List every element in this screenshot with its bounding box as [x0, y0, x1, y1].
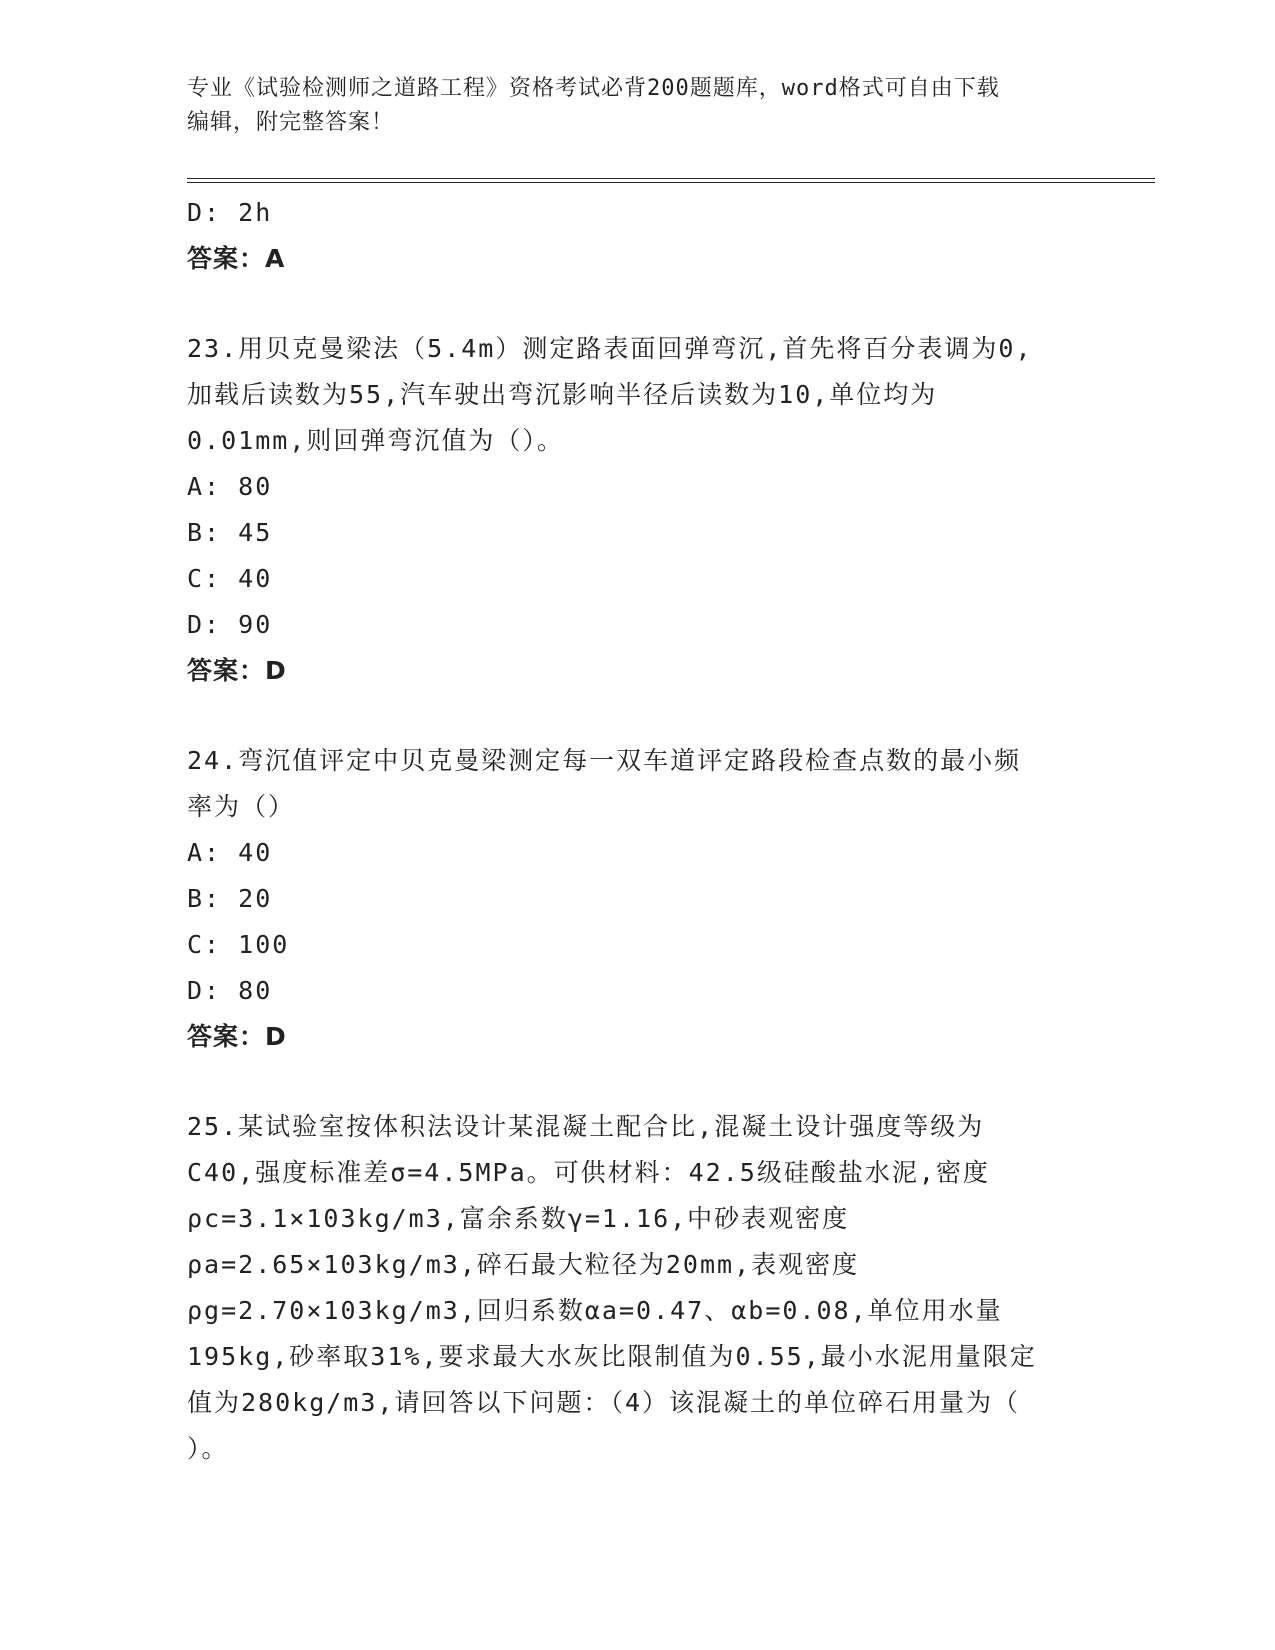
header-line-2: 编辑，附完整答案！	[187, 110, 395, 135]
question-line: C40,强度标准差σ=4.5MPa。可供材料：42.5级硅酸盐水泥,密度	[187, 1158, 990, 1187]
answer-label: 答案：A	[187, 244, 286, 273]
document-header	[187, 72, 1067, 140]
option-c: C: 40	[187, 564, 273, 593]
spacer	[187, 1060, 1087, 1104]
question-25	[187, 1104, 1087, 1472]
question-line: 25.某试验室按体积法设计某混凝土配合比,混凝土设计强度等级为	[187, 1112, 985, 1141]
option-b: B: 45	[187, 518, 273, 547]
question-text	[187, 1104, 1087, 1472]
question-line: 加载后读数为55,汽车驶出弯沉影响半径后读数为10,单位均为	[187, 380, 938, 409]
answer-label: 答案：D	[187, 656, 287, 685]
spacer	[187, 282, 1087, 326]
option-c: C: 100	[187, 930, 290, 959]
option-d: D: 2h	[187, 198, 273, 227]
question-line: 24.弯沉值评定中贝克曼梁测定每一双车道评定路段检查点数的最小频	[187, 746, 1022, 775]
question-line: 23.用贝克曼梁法（5.4m）测定路表面回弹弯沉,首先将百分表调为0,	[187, 334, 1033, 363]
option-a: A: 80	[187, 472, 273, 501]
document-body	[187, 190, 1087, 1472]
option-d: D: 90	[187, 610, 273, 639]
question-line: ρg=2.70×103kg/m3,回归系数αa=0.47、αb=0.08,单位用水量	[187, 1296, 1003, 1325]
question-line: 0.01mm,则回弹弯沉值为（）。	[187, 426, 564, 455]
question-line: ρa=2.65×103kg/m3,碎石最大粒径为20mm,表观密度	[187, 1250, 860, 1279]
question-text	[187, 326, 1087, 464]
option-d: D: 80	[187, 976, 273, 1005]
question-24	[187, 738, 1087, 1060]
answer-label: 答案：D	[187, 1022, 287, 1051]
header-line-1: 专业《试验检测师之道路工程》资格考试必背200题题库，word格式可自由下载	[187, 76, 1000, 101]
question-text	[187, 738, 1087, 830]
spacer	[187, 694, 1087, 738]
option-b: B: 20	[187, 884, 273, 913]
question-line: 195kg,砂率取31%,要求最大水灰比限制值为0.55,最小水泥用量限定	[187, 1342, 1037, 1371]
header-rule-bottom	[187, 182, 1155, 183]
option-a: A: 40	[187, 838, 273, 867]
header-rule-top	[187, 178, 1155, 179]
question-line: ρc=3.1×103kg/m3,富余系数γ=1.16,中砂表观密度	[187, 1204, 850, 1233]
question-line: 值为280kg/m3,请回答以下问题：（4）该混凝土的单位碎石用量为（	[187, 1388, 1021, 1417]
question-line: ）。	[187, 1434, 229, 1463]
prev-question-tail	[187, 190, 1087, 282]
question-line: 率为（）	[187, 792, 296, 821]
question-23	[187, 326, 1087, 694]
